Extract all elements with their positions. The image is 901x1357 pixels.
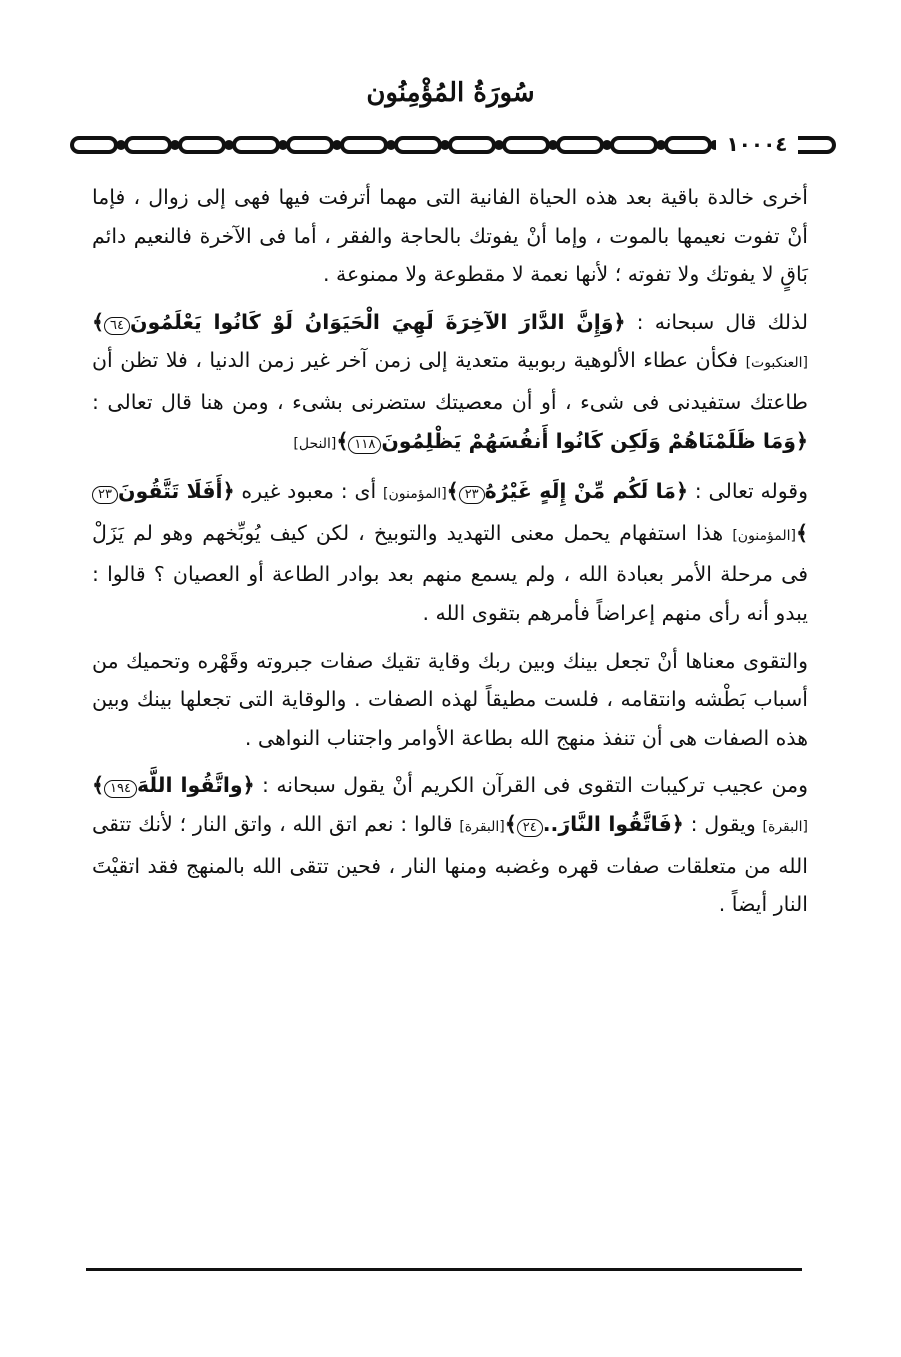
quran-verse: ﴾ [795, 520, 808, 545]
body-text: أخرى خالدة باقية بعد هذه الحياة الفانية التى مهما أترفت فيها فهى إلى زوال ، فإما أنْ تفوت نعيمها بالموت ، وإما أنْ يفوتك بالحاجة والفقر ، أما فى الآخرة فالنعيم دائم بَاقٍ لا يفوتك ولا تفوته ؛ لأنها نعمة لا مقطوعة ولا ممنوعة . [92, 185, 808, 287]
paragraph [92, 472, 808, 632]
surah-reference: [النحل] [293, 435, 337, 452]
body-text: هذا استفهام يحمل معنى التهديد والتوبيخ ، لكن كيف يُوبِّخهم وهو لم يَزَلْ فى مرحلة الأمر بعبادة الله ، ولم يسمع منهم بعد بوادر الطاعة أو العصيان ؟ قالوا : يبدو أنه رأى منهم إعراضاً فأمرهم بتقوى الله . [92, 520, 808, 625]
page-body-text [92, 178, 808, 933]
paragraph [92, 766, 808, 923]
body-text: أى : معبود غيره [234, 479, 377, 504]
verse-number: ٢٣ [92, 486, 118, 504]
paragraph [92, 642, 808, 758]
quran-verse: ﴿فَاتَّقُوا النَّارَ.. [542, 811, 684, 836]
quran-verse: ﴾ [504, 811, 517, 836]
body-text: والتقوى معناها أنْ تجعل بينك وبين ربك وقاية تقيك صفات جبروته وقَهْره وتحميك من أسباب بَطْشه وانتقامه ، فلست مطيقاً لهذه الصفات . والوقاية التى تجعلها بينك وبين هذه الصفات هى أن تنفذ منهج الله بطاعة الأوامر واجتناب النواهى . [92, 648, 808, 750]
body-text: فكأن عطاء الألوهية ربوبية متعدية إلى زمن آخر غير زمن الدنيا ، فلا تظن أن طاعتك ستفيدنى فى شىء ، أو أن معصيتك ستضرنى بشىء ، ومن هنا قال تعالى : [92, 348, 808, 414]
quran-verse: ﴿وَإِنَّ الدَّارَ الآخِرَةَ لَهِيَ الْحَيَوَانُ لَوْ كَانُوا يَعْلَمُونَ [129, 309, 626, 334]
body-text: لذلك قال سبحانه : [625, 309, 808, 334]
verse-number: ٦٤ [104, 317, 130, 335]
quran-verse: ﴿أَفَلَا تَتَّقُونَ [117, 479, 235, 504]
surah-reference: [البقرة] [459, 818, 505, 835]
quran-verse: ﴾ [92, 773, 105, 798]
surah-reference: [العنكبوت] [745, 355, 808, 372]
surah-title: سُورَةُ المُؤْمِنُون [366, 78, 535, 108]
verse-number: ٢٤ [517, 819, 543, 837]
verse-number: ١١٨ [348, 436, 381, 454]
footer-rule [86, 1268, 802, 1271]
surah-reference: [المؤمنون] [383, 486, 447, 503]
body-text: ويقول : [683, 811, 756, 836]
paragraph [92, 303, 808, 463]
body-text: قالوا : نعم اتق الله ، واتق النار ؛ لأنك تتقى الله من متعلقات صفات قهره وغضبه ومنها النار ، فحين تتقى الله بالمنهج فقد اتقيْتَ النار أيضاً . [92, 811, 808, 917]
surah-reference: [المؤمنون] [732, 527, 796, 544]
body-text: وقوله تعالى : [687, 479, 809, 504]
quran-verse: ﴿واتَّقُوا اللَّهَ [136, 773, 255, 798]
page-number: ١٠٠٠٤ [716, 131, 798, 157]
verse-number: ٢٣ [459, 486, 485, 504]
quran-verse: ﴿وَمَا ظَلَمْنَاهُمْ وَلَكِن كَانُوا أَنفُسَهُمْ يَظْلِمُونَ [381, 428, 808, 453]
quran-verse: ﴿مَا لَكُم مِّنْ إِلَهٍ غَيْرُهُ [484, 479, 688, 504]
verse-number: ١٩٤ [104, 780, 137, 798]
paragraph [92, 178, 808, 294]
quran-verse: ﴾ [92, 309, 105, 334]
body-text: ومن عجيب تركيبات التقوى فى القرآن الكريم أنْ يقول سبحانه : [254, 773, 808, 798]
quran-verse: ﴾ [446, 479, 459, 504]
quran-verse: ﴾ [336, 428, 349, 453]
surah-reference: [البقرة] [762, 818, 808, 835]
